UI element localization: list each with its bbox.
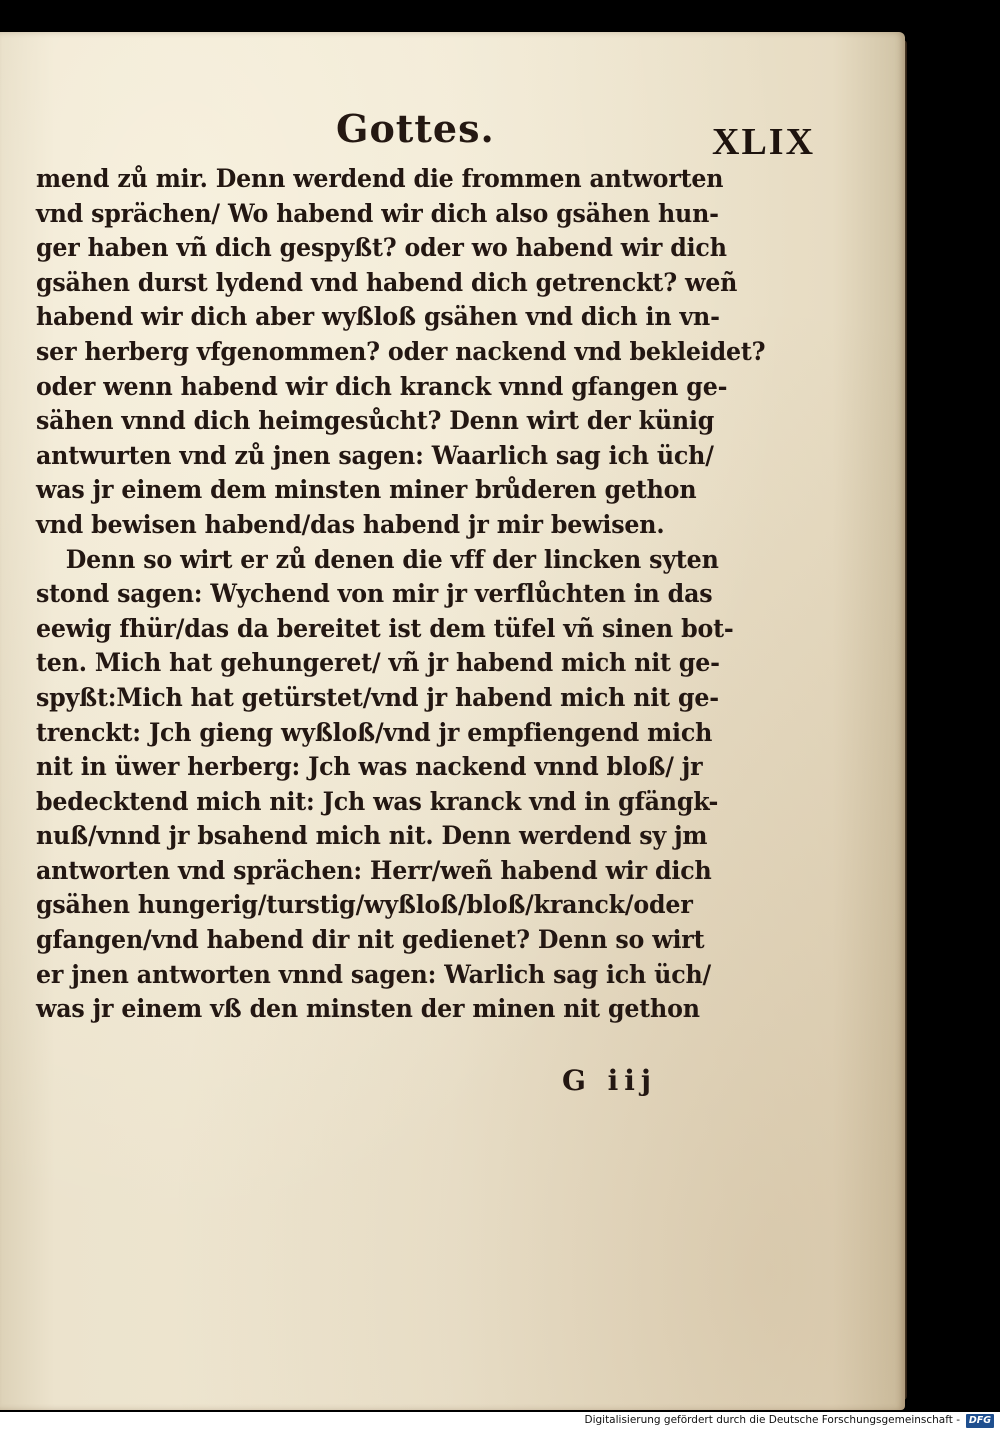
text-line: was jr einem dem minsten miner brůderen gethon: [36, 475, 697, 506]
text-line: vnd sprächen/ Wo habend wir dich also gsähen hun-: [36, 198, 719, 229]
text-line: trenckt: Jch gieng wyßloß/vnd jr empfiengend mich: [36, 717, 713, 748]
text-line: spyßt:Mich hat getürstet/vnd jr habend mich nit ge-: [36, 682, 719, 713]
text-line: gfangen/vnd habend dir nit gedienet? Denn so wirt: [36, 925, 705, 956]
text-line: gsähen durst lydend vnd habend dich getrenckt? weñ: [36, 267, 738, 298]
text-line: was jr einem vß den minsten der minen nit gethon: [36, 994, 700, 1025]
text-line: mend zů mir. Denn werdend die frommen antworten: [36, 164, 724, 194]
text-line: er jnen antworten vnnd sagen: Warlich sag ich üch/: [36, 959, 712, 990]
text-line: stond sagen: Wychend von mir jr verflůchten in das: [36, 579, 713, 610]
text-line: Denn so wirt er zů denen die vff der lincken syten: [65, 544, 719, 575]
text-line: ger haben vñ dich gespyßt? oder wo habend wir dich: [36, 233, 727, 264]
page-body-text: [36, 162, 766, 1027]
folio-number: XLIX: [712, 121, 816, 163]
text-line: habend wir dich aber wyßloß gsähen vnd dich in vn-: [36, 302, 720, 333]
signature-mark: G iij: [562, 1064, 658, 1097]
text-line: sähen vnnd dich heimgesůcht? Denn wirt der künig: [36, 406, 715, 437]
funding-notice: Digitalisierung gefördert durch die Deutsche Forschungsgemeinschaft -: [584, 1414, 960, 1426]
text-line: gsähen hungerig/turstig/wyßloß/bloß/kranck/oder: [36, 890, 693, 921]
text-line: ser herberg vfgenommen? oder nackend vnd bekleidet?: [36, 336, 766, 367]
text-line: oder wenn habend wir dich kranck vnnd gfangen ge-: [36, 371, 728, 402]
footer-bar: [0, 1412, 1000, 1431]
text-line: nuß/vnnd jr bsahend mich nit. Denn werdend sy jm: [36, 821, 708, 852]
text-line: bedecktend mich nit: Jch was kranck vnd in gfängk-: [36, 786, 719, 817]
dfg-logo: DFG: [966, 1414, 994, 1428]
running-head: Gottes.: [336, 106, 495, 151]
text-line: eewig fhür/das da bereitet ist dem tüfel vñ sinen bot-: [36, 613, 734, 644]
text-line: antworten vnd sprächen: Herr/weñ habend wir dich: [36, 855, 712, 886]
text-line: ten. Mich hat gehungeret/ vñ jr habend mich nit ge-: [36, 648, 720, 679]
text-line: nit in üwer herberg: Jch was nackend vnnd bloß/ jr: [36, 752, 703, 783]
text-line: antwurten vnd zů jnen sagen: Waarlich sag ich üch/: [36, 440, 714, 471]
text-line: vnd bewisen habend/das habend jr mir bewisen.: [36, 509, 665, 540]
